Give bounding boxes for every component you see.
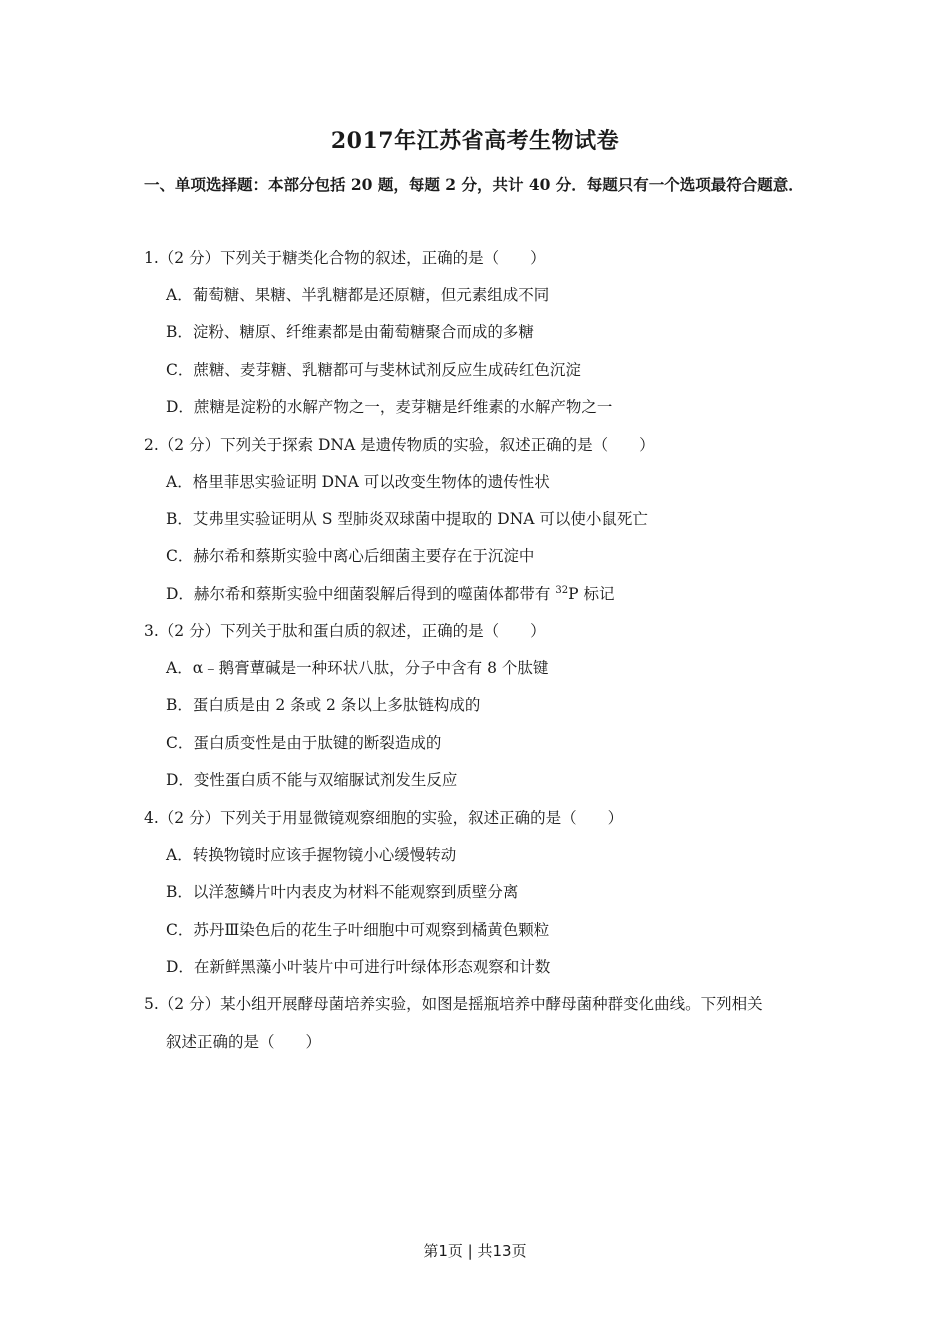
question-2-option-d-prefix: D．赫尔希和蔡斯实验中细菌裂解后得到的噬菌体都带有 xyxy=(166,585,556,603)
question-1-option-c: C．蔗糖、麦芽糖、乳糖都可与斐林试剂反应生成砖红色沉淀 xyxy=(166,361,581,379)
question-5-stem-continued: 叙述正确的是（ ） xyxy=(166,1033,322,1051)
question-1-option-d: D．蔗糖是淀粉的水解产物之一，麦芽糖是纤维素的水解产物之一 xyxy=(166,398,613,416)
question-3-option-d: D．变性蛋白质不能与双缩脲试剂发生反应 xyxy=(166,771,458,789)
question-4-option-b: B．以洋葱鳞片叶内表皮为材料不能观察到质壁分离 xyxy=(166,883,519,901)
page-title: 2017年江苏省高考生物试卷 xyxy=(330,128,620,154)
question-1-stem: 1.（2 分）下列关于糖类化合物的叙述，正确的是（ ） xyxy=(144,249,546,267)
question-3-option-a: A．α﹣鹅膏蕈碱是一种环状八肽，分子中含有 8 个肽键 xyxy=(166,659,549,677)
question-4-option-c: C．苏丹Ⅲ染色后的花生子叶细胞中可观察到橘黄色颗粒 xyxy=(166,921,550,939)
question-3-stem: 3.（2 分）下列关于肽和蛋白质的叙述，正确的是（ ） xyxy=(144,622,546,640)
question-4-option-d: D．在新鲜黑藻小叶装片中可进行叶绿体形态观察和计数 xyxy=(166,958,551,976)
question-4-stem: 4.（2 分）下列关于用显微镜观察细胞的实验，叙述正确的是（ ） xyxy=(144,809,624,827)
question-2-option-d-suffix: P 标记 xyxy=(568,585,615,603)
question-2-stem: 2.（2 分）下列关于探索 DNA 是遗传物质的实验，叙述正确的是（ ） xyxy=(144,436,655,454)
page-footer: 第1页 | 共13页 xyxy=(423,1242,527,1260)
isotope-superscript: 32 xyxy=(555,585,569,596)
question-5-stem: 5.（2 分）某小组开展酵母菌培养实验，如图是摇瓶培养中酵母菌种群变化曲线。下列相关 xyxy=(144,995,763,1013)
question-1-option-b: B．淀粉、糖原、纤维素都是由葡萄糖聚合而成的多糖 xyxy=(166,323,534,341)
section-header: 一、单项选择题：本部分包括 20 题，每题 2 分，共计 40 分．每题只有一个选项最符合题意． xyxy=(144,175,804,194)
question-2-option-b: B．艾弗里实验证明从 S 型肺炎双球菌中提取的 DNA 可以使小鼠死亡 xyxy=(166,510,648,528)
question-1-option-a: A．葡萄糖、果糖、半乳糖都是还原糖，但元素组成不同 xyxy=(166,286,550,304)
question-3-option-c: C．蛋白质变性是由于肽键的断裂造成的 xyxy=(166,734,442,752)
question-2-option-d xyxy=(166,583,614,605)
question-2-option-c: C．赫尔希和蔡斯实验中离心后细菌主要存在于沉淀中 xyxy=(166,547,535,565)
question-4-option-a: A．转换物镜时应该手握物镜小心缓慢转动 xyxy=(166,846,457,864)
question-2-option-a: A．格里菲思实验证明 DNA 可以改变生物体的遗传性状 xyxy=(166,473,550,491)
question-3-option-b: B．蛋白质是由 2 条或 2 条以上多肽链构成的 xyxy=(166,696,481,714)
